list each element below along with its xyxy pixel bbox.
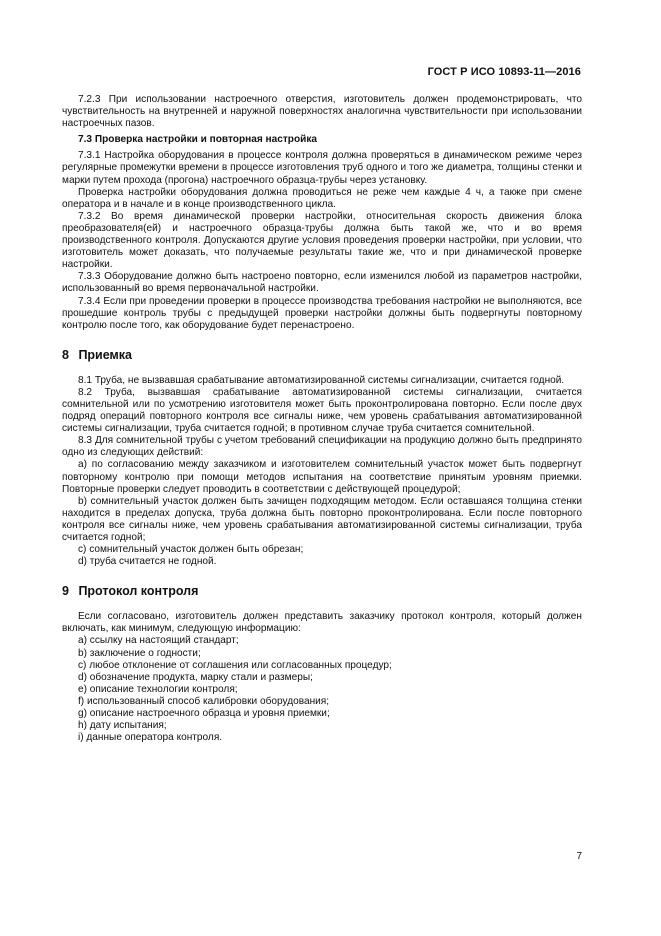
- paragraph-8-1: 8.1 Труба, не вызвавшая срабатывание автоматизированной системы сигнализации, считается годной.: [78, 374, 565, 386]
- paragraph-8-2: 8.2 Труба, вызвавшая срабатывание автоматизированной системы сигнализации, считается сомнительной или по усмотрению изготовителя может быть проконтролирована повторно. Если после двух подряд операций повторного контроля все сигналы ниже, чем уровень срабатывания автоматизированной системы сигнализации, труба считается годной; в противном случае труба считается сомнительной.: [62, 386, 582, 435]
- paragraph-7-3-3: 7.3.3 Оборудование должно быть настроено повторно, если изменился любой из параметров настройки, использованный во время первоначальной настройки.: [62, 271, 582, 295]
- document-header: ГОСТ Р ИСО 10893-11—2016: [427, 66, 581, 78]
- page-content: [62, 94, 582, 744]
- subsection-title: Проверка настройки и повторная настройка: [94, 134, 317, 146]
- section-title: Приемка: [78, 347, 132, 362]
- list-item: f) использованный способ калибровки оборудования;: [78, 695, 330, 707]
- paragraph-7-3-1: 7.3.1 Настройка оборудования в процессе контроля должна проверяться в динамическом режиме через регулярные промежутки времени в процессе изготовления труб одного и того же диаметра, толщины стенки и марки путем прохода (прогона) настроечного образца-трубы через установку.: [62, 150, 582, 186]
- list-item: b) сомнительный участок должен быть зачищен подходящим методом. Если оставшаяся толщина стенки находится в пределах допуска, труба должна быть повторно проконтролирована. Если после повторного контроля все сигналы ниже, чем уровень срабатывания автоматизированной системы сигнализации, труба считается годной;: [62, 495, 582, 543]
- list-item: c) сомнительный участок должен быть обрезан;: [78, 544, 304, 556]
- list-item: d) обозначение продукта, марку стали и размеры;: [78, 671, 313, 683]
- list-item: a) ссылку на настоящий стандарт;: [78, 635, 239, 647]
- list-item: i) данные оператора контроля.: [78, 732, 223, 744]
- paragraph-7-3-1-b: Проверка настройки оборудования должна проводиться не реже чем каждые 4 ч, а также при смене оператора и в начале и в конце производственного цикла.: [62, 186, 582, 210]
- list-item: b) заключение о годности;: [78, 647, 201, 659]
- page-number: 7: [576, 851, 582, 862]
- paragraph-7-3-2: 7.3.2 Во время динамической проверки настройки, относительная скорость движения блока преобразователя(ей) и настроечного образца-трубы должна быть такой же, что и во время производственного контроля. Допускаются другие условия проведения проверки настройки, при условии, что изготовитель может доказать, что получаемые результаты такие же, что и при динамической проверке настройки.: [62, 210, 582, 271]
- section-heading-9: [62, 584, 582, 599]
- paragraph-7-2-3: 7.2.3 При использовании настроечного отверстия, изготовитель должен продемонстрировать, что чувствительность на внутренней и наружной поверхностях аналогична чувствительности при использовании настроечных пазов.: [62, 94, 582, 130]
- section-number: 9: [62, 584, 69, 599]
- list-item: a) по согласованию между заказчиком и изготовителем сомнительный участок может быть подвергнут повторному контролю при помощи методов испытания на соответствие принятым уровням приемки. Повторные проверки следует проводить в соответствии с действующей процедурой;: [62, 459, 582, 495]
- list-item: g) описание настроечного образца и уровня приемки;: [78, 708, 330, 720]
- paragraph-8-3: 8.3 Для сомнительной трубы с учетом требований спецификации на продукцию должно быть предпринято одно из следующих действий:: [62, 435, 582, 459]
- list-item: d) труба считается не годной.: [78, 556, 217, 568]
- subsection-heading-7-3: [78, 134, 582, 146]
- list-item: c) любое отклонение от соглашения или согласованных процедур;: [78, 659, 392, 671]
- subsection-number: 7.3: [78, 134, 93, 146]
- section-heading-8: [62, 348, 582, 363]
- section-number: 8: [62, 347, 69, 362]
- paragraph-7-3-4: 7.3.4 Если при проведении проверки в процессе производства требования настройки не выполняются, все прошедшие контроль трубы с предыдущей проверки настройки должны быть подвергнуты повторному контролю после того, как оборудование будет перенастроено.: [62, 295, 582, 331]
- paragraph-9-intro: Если согласовано, изготовитель должен представить заказчику протокол контроля, который должен включать, как минимум, следующую информацию:: [62, 611, 582, 635]
- list-item: e) описание технологии контроля;: [78, 683, 238, 695]
- section-title: Протокол контроля: [78, 584, 199, 599]
- list-item: h) дату испытания;: [78, 720, 167, 732]
